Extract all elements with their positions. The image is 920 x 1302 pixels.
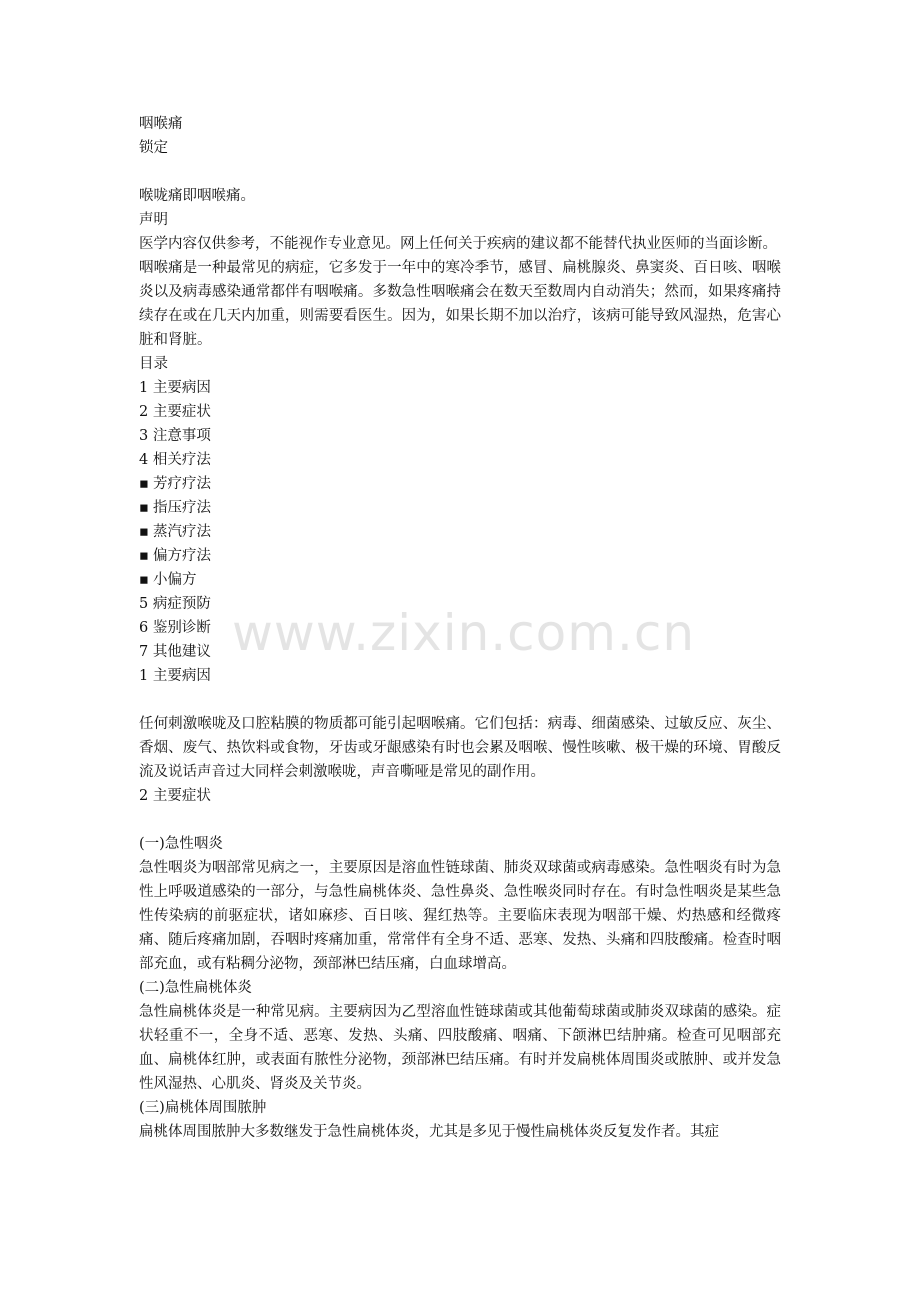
toc-label: 指压疗法 [153, 500, 211, 516]
toc-label: 主要病因 [152, 380, 211, 396]
section-heading-causes: 1 主要病因 [139, 668, 211, 684]
document-body [139, 112, 781, 1144]
toc-label: 偏方疗法 [153, 548, 211, 564]
spacer [139, 808, 781, 832]
toc-marker: 2 [139, 404, 149, 420]
bullet-icon: ▪ [139, 548, 149, 564]
overview-text: 咽喉痛是一种最常见的病症，它多发于一年中的寒冷季节，感冒、扁桃腺炎、鼻窦炎、百日咳、咽喉炎以及病毒感染通常都伴有咽喉痛。多数急性咽喉痛会在数天至数周内自动消失；然而，如果疼痛持续存在或在几天内加重，则需要看医生。因为，如果长期不加以治疗，该病可能导致风湿热，危害心脏和肾脏。 [139, 260, 781, 348]
spacer [139, 160, 781, 184]
toc-item[interactable] [139, 448, 781, 472]
bullet-icon: ▪ [139, 500, 149, 516]
notice-heading: 声明 [139, 212, 168, 228]
toc-subitem[interactable] [139, 544, 781, 568]
watermark: www.zixin.com.cn [232, 604, 696, 662]
toc-marker: 4 [139, 452, 149, 468]
spacer [139, 688, 781, 712]
section-heading-symptoms: 2 主要症状 [139, 788, 211, 804]
toc-subitem[interactable] [139, 520, 781, 544]
acute-pharyngitis-text: 急性咽炎为咽部常见病之一，主要原因是溶血性链球菌、肺炎双球菌或病毒感染。急性咽炎有时为急性上呼吸道感染的一部分，与急性扁桃体炎、急性鼻炎、急性喉炎同时存在。有时急性咽炎是某些急性传染病的前驱症状，诸如麻疹、百日咳、猩红热等。主要临床表现为咽部干燥、灼热感和经微疼痛、随后疼痛加剧，吞咽时疼痛加重，常常伴有全身不适、恶寒、发热、头痛和四肢酸痛。检查时咽部充血，或有粘稠分泌物，颈部淋巴结压痛，白血球增高。 [139, 860, 781, 972]
toc-label: 蒸汽疗法 [153, 524, 211, 540]
causes-text: 任何刺激喉咙及口腔粘膜的物质都可能引起咽喉痛。它们包括：病毒、细菌感染、过敏反应、灰尘、香烟、废气、热饮料或食物，牙齿或牙龈感染有时也会累及咽喉、慢性咳嗽、极干燥的环境、胃酸反流及说话声音过大同样会刺激喉咙，声音嘶哑是常见的副作用。 [139, 716, 781, 780]
notice-text: 医学内容仅供参考，不能视作专业意见。网上任何关于疾病的建议都不能替代执业医师的当面诊断。 [139, 236, 777, 252]
toc-subitem[interactable] [139, 472, 781, 496]
toc-marker: 5 [139, 596, 149, 612]
toc-label: 病症预防 [152, 596, 211, 612]
toc-marker: 3 [139, 428, 149, 444]
toc-item[interactable] [139, 376, 781, 400]
toc-subitem[interactable] [139, 568, 781, 592]
toc-marker: 7 [139, 644, 149, 660]
lock-link[interactable]: 锁定 [139, 140, 168, 156]
toc-heading: 目录 [139, 356, 168, 372]
table-of-contents [139, 376, 781, 664]
toc-item[interactable] [139, 400, 781, 424]
toc-item[interactable] [139, 640, 781, 664]
intro-text: 喉咙痛即咽喉痛。 [139, 188, 255, 204]
toc-label: 鉴别诊断 [152, 620, 211, 636]
page-title: 咽喉痛 [139, 116, 183, 132]
toc-item[interactable] [139, 616, 781, 640]
bullet-icon: ▪ [139, 524, 149, 540]
toc-label: 其他建议 [152, 644, 211, 660]
toc-label: 主要症状 [152, 404, 211, 420]
toc-subitem[interactable] [139, 496, 781, 520]
subheading-peritonsillar-abscess: (三)扁桃体周围脓肿 [139, 1100, 267, 1116]
toc-label: 注意事项 [152, 428, 211, 444]
toc-label: 相关疗法 [152, 452, 211, 468]
subheading-acute-pharyngitis: (一)急性咽炎 [139, 836, 223, 852]
toc-item[interactable] [139, 424, 781, 448]
bullet-icon: ▪ [139, 476, 149, 492]
subheading-acute-tonsillitis: (二)急性扁桃体炎 [139, 980, 252, 996]
acute-tonsillitis-text: 急性扁桃体炎是一种常见病。主要病因为乙型溶血性链球菌或其他葡萄球菌或肺炎双球菌的感染。症状轻重不一，全身不适、恶寒、发热、头痛、四肢酸痛、咽痛、下颌淋巴结肿痛。检查可见咽部充血、扁桃体红肿，或表面有脓性分泌物，颈部淋巴结压痛。有时并发扁桃体周围炎或脓肿、或并发急性风湿热、心肌炎、肾炎及关节炎。 [139, 1004, 781, 1092]
toc-item[interactable] [139, 592, 781, 616]
toc-marker: 6 [139, 620, 149, 636]
toc-marker: 1 [139, 380, 149, 396]
toc-label: 小偏方 [153, 572, 197, 588]
bullet-icon: ▪ [139, 572, 149, 588]
peritonsillar-abscess-text: 扁桃体周围脓肿大多数继发于急性扁桃体炎，尤其是多见于慢性扁桃体炎反复发作者。其症 [139, 1124, 719, 1140]
toc-label: 芳疗疗法 [153, 476, 211, 492]
